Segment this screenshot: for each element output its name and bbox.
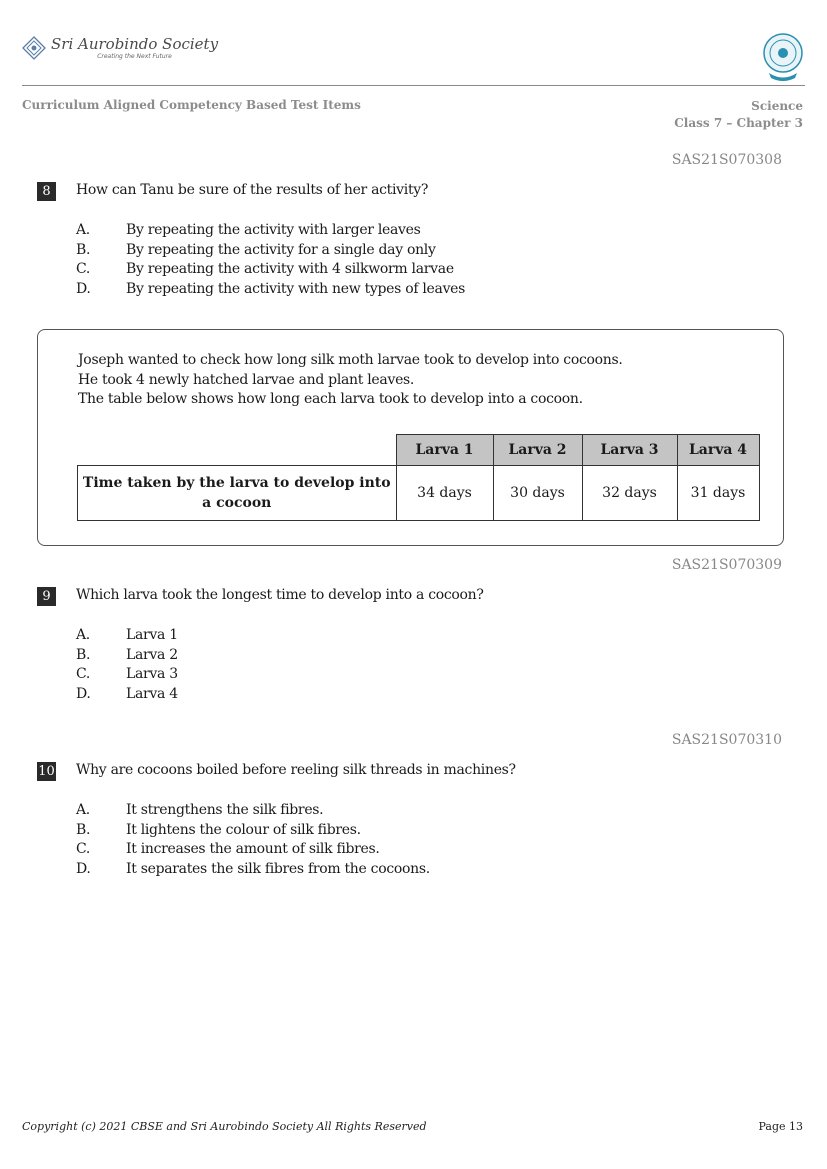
- option-a[interactable]: A. By repeating the activity with larger leaves: [76, 222, 421, 238]
- question-text: Which larva took the longest time to develop into a cocoon?: [76, 587, 484, 603]
- context-line: He took 4 newly hatched larvae and plant leaves.: [78, 371, 415, 388]
- question-number: 9: [37, 587, 56, 606]
- context-line: The table below shows how long each larva took to develop into a cocoon.: [78, 391, 583, 408]
- question-text: How can Tanu be sure of the results of her activity?: [76, 182, 429, 198]
- question-code: SAS21S070310: [671, 732, 782, 748]
- table-corner: [78, 435, 397, 466]
- table-header: Larva 2: [493, 435, 582, 466]
- context-passage: [78, 351, 623, 410]
- option-c[interactable]: C. Larva 3: [76, 666, 178, 683]
- org-name: Sri Aurobindo Society: [51, 34, 219, 53]
- option-c[interactable]: C. By repeating the activity with 4 silkworm larvae: [76, 261, 454, 278]
- subject-label: Science: [751, 99, 803, 113]
- question-code: SAS21S070308: [671, 152, 782, 168]
- larva-table: [77, 434, 760, 521]
- option-d[interactable]: D. Larva 4: [76, 686, 178, 703]
- options-list: [76, 801, 430, 880]
- header-divider: [22, 85, 805, 86]
- question-code: SAS21S070309: [671, 557, 782, 573]
- option-a[interactable]: A. It strengthens the silk fibres.: [76, 802, 324, 818]
- table-cell: 31 days: [677, 466, 759, 521]
- document-title: Curriculum Aligned Competency Based Test Items: [22, 98, 361, 112]
- copyright-notice: Copyright (c) 2021 CBSE and Sri Aurobindo Society All Rights Reserved: [22, 1120, 427, 1133]
- subject-info: [674, 98, 803, 132]
- table-header: Larva 4: [677, 435, 759, 466]
- table-header: Larva 1: [396, 435, 493, 466]
- table-cell: 30 days: [493, 466, 582, 521]
- sas-logo: [22, 36, 218, 60]
- option-b[interactable]: B. It lightens the colour of silk fibres.: [76, 821, 361, 838]
- table-cell: 32 days: [582, 466, 677, 521]
- option-b[interactable]: B. By repeating the activity for a single day only: [76, 241, 436, 258]
- context-line: Joseph wanted to check how long silk moth larvae took to develop into cocoons.: [78, 352, 623, 368]
- cbse-seal-icon: [761, 32, 805, 82]
- option-d[interactable]: D. By repeating the activity with new types of leaves: [76, 281, 466, 298]
- option-d[interactable]: D. It separates the silk fibres from the cocoons.: [76, 861, 430, 878]
- table-cell: 34 days: [396, 466, 493, 521]
- table-row: [78, 466, 760, 521]
- table-header: Larva 3: [582, 435, 677, 466]
- sas-emblem-icon: [22, 36, 46, 60]
- option-a[interactable]: A. Larva 1: [76, 627, 178, 643]
- page-number: Page 13: [758, 1120, 803, 1133]
- option-b[interactable]: B. Larva 2: [76, 646, 178, 663]
- table-row-label: Time taken by the larva to develop into a cocoon: [78, 466, 397, 521]
- option-c[interactable]: C. It increases the amount of silk fibres.: [76, 841, 380, 858]
- org-tagline: Creating the Next Future: [97, 52, 172, 60]
- question-number: 10: [38, 764, 55, 779]
- options-list: [76, 221, 465, 300]
- question-number: 8: [37, 182, 56, 201]
- question-text: Why are cocoons boiled before reeling silk threads in machines?: [76, 762, 516, 778]
- options-list: [76, 626, 178, 705]
- class-chapter-label: Class 7 – Chapter 3: [674, 116, 803, 130]
